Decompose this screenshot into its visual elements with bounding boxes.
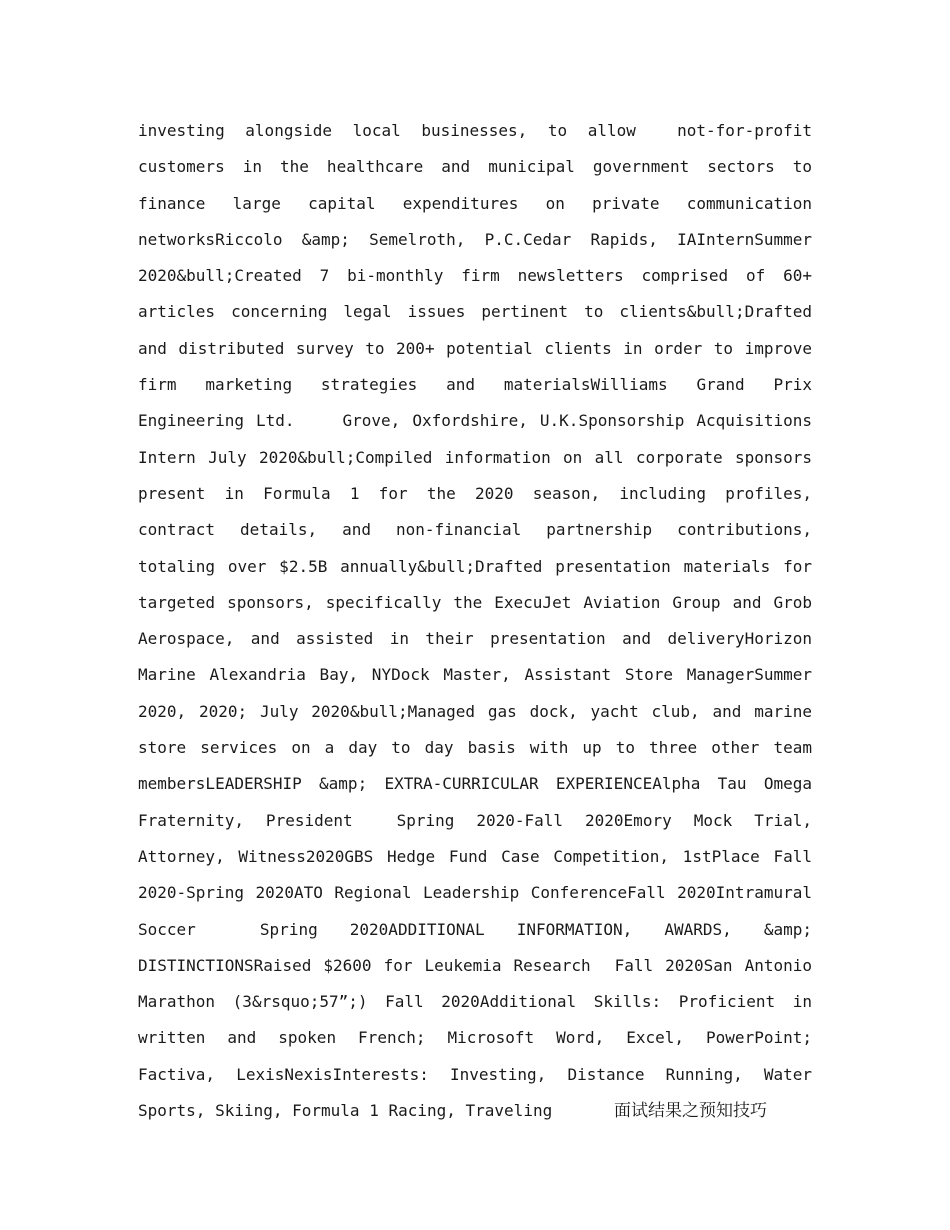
document-page [138,113,822,1129]
body-paragraph [138,113,822,1129]
footer-link-text: 面试结果之预知技巧 [614,1101,768,1122]
body-text: investing alongside local businesses, to allow not-for-profit customers in the healthcare and municipal government sectors to finance large capital expenditures on private communication networksRiccolo &amp; Semelroth, P.C.Cedar Rapids, IAInternSummer 2020&bull;Created 7 bi-monthly firm newsletters comprised of 60+ articles concerning legal issues pertinent to clients&bull;Drafted and distributed survey to 200+ potential clients in order to improve firm marketing strategies and materialsWilliams Grand Prix Engineering Ltd. Grove, Oxfordshire, U.K.Sponsorship Acquisitions Intern July 2020&bull;Compiled information on all corporate sponsors present in Formula 1 for the 2020 season, including profiles, contract details, and non-financial partnership contributions, totaling over $2.5B annually&bull;Drafted presentation materials for targeted sponsors, specifically the ExecuJet Aviation Group and Grob Aerospace, and assisted in their presentation and deliveryHorizon Marine Alexandria Bay, NYDock Master, Assistant Store ManagerSummer 2020, 2020; July 2020&bull;Managed gas dock, yacht club, and marine store services on a day to day basis with up to three other team membersLEADERSHIP &amp; EXTRA-CURRICULAR EXPERIENCEAlpha Tau Omega Fraternity, President Spring 2020-Fall 2020Emory Mock Trial, Attorney, Witness2020GBS Hedge Fund Case Competition, 1stPlace Fall 2020-Spring 2020ATO Regional Leadership ConferenceFall 2020Intramural Soccer Spring 2020ADDITIONAL INFORMATION, AWARDS, &amp; DISTINCTIONSRaised $2600 for Leukemia Research Fall 2020San Antonio Marathon (3&rsquo;57”;) Fall 2020Additional Skills: Proficient in written and spoken French; Microsoft Word, Excel, PowerPoint; Factiva, LexisNexisInterests: Investing, Distance Running, Water Sports, Skiing, Formula 1 Racing, Traveling [138,121,822,1121]
